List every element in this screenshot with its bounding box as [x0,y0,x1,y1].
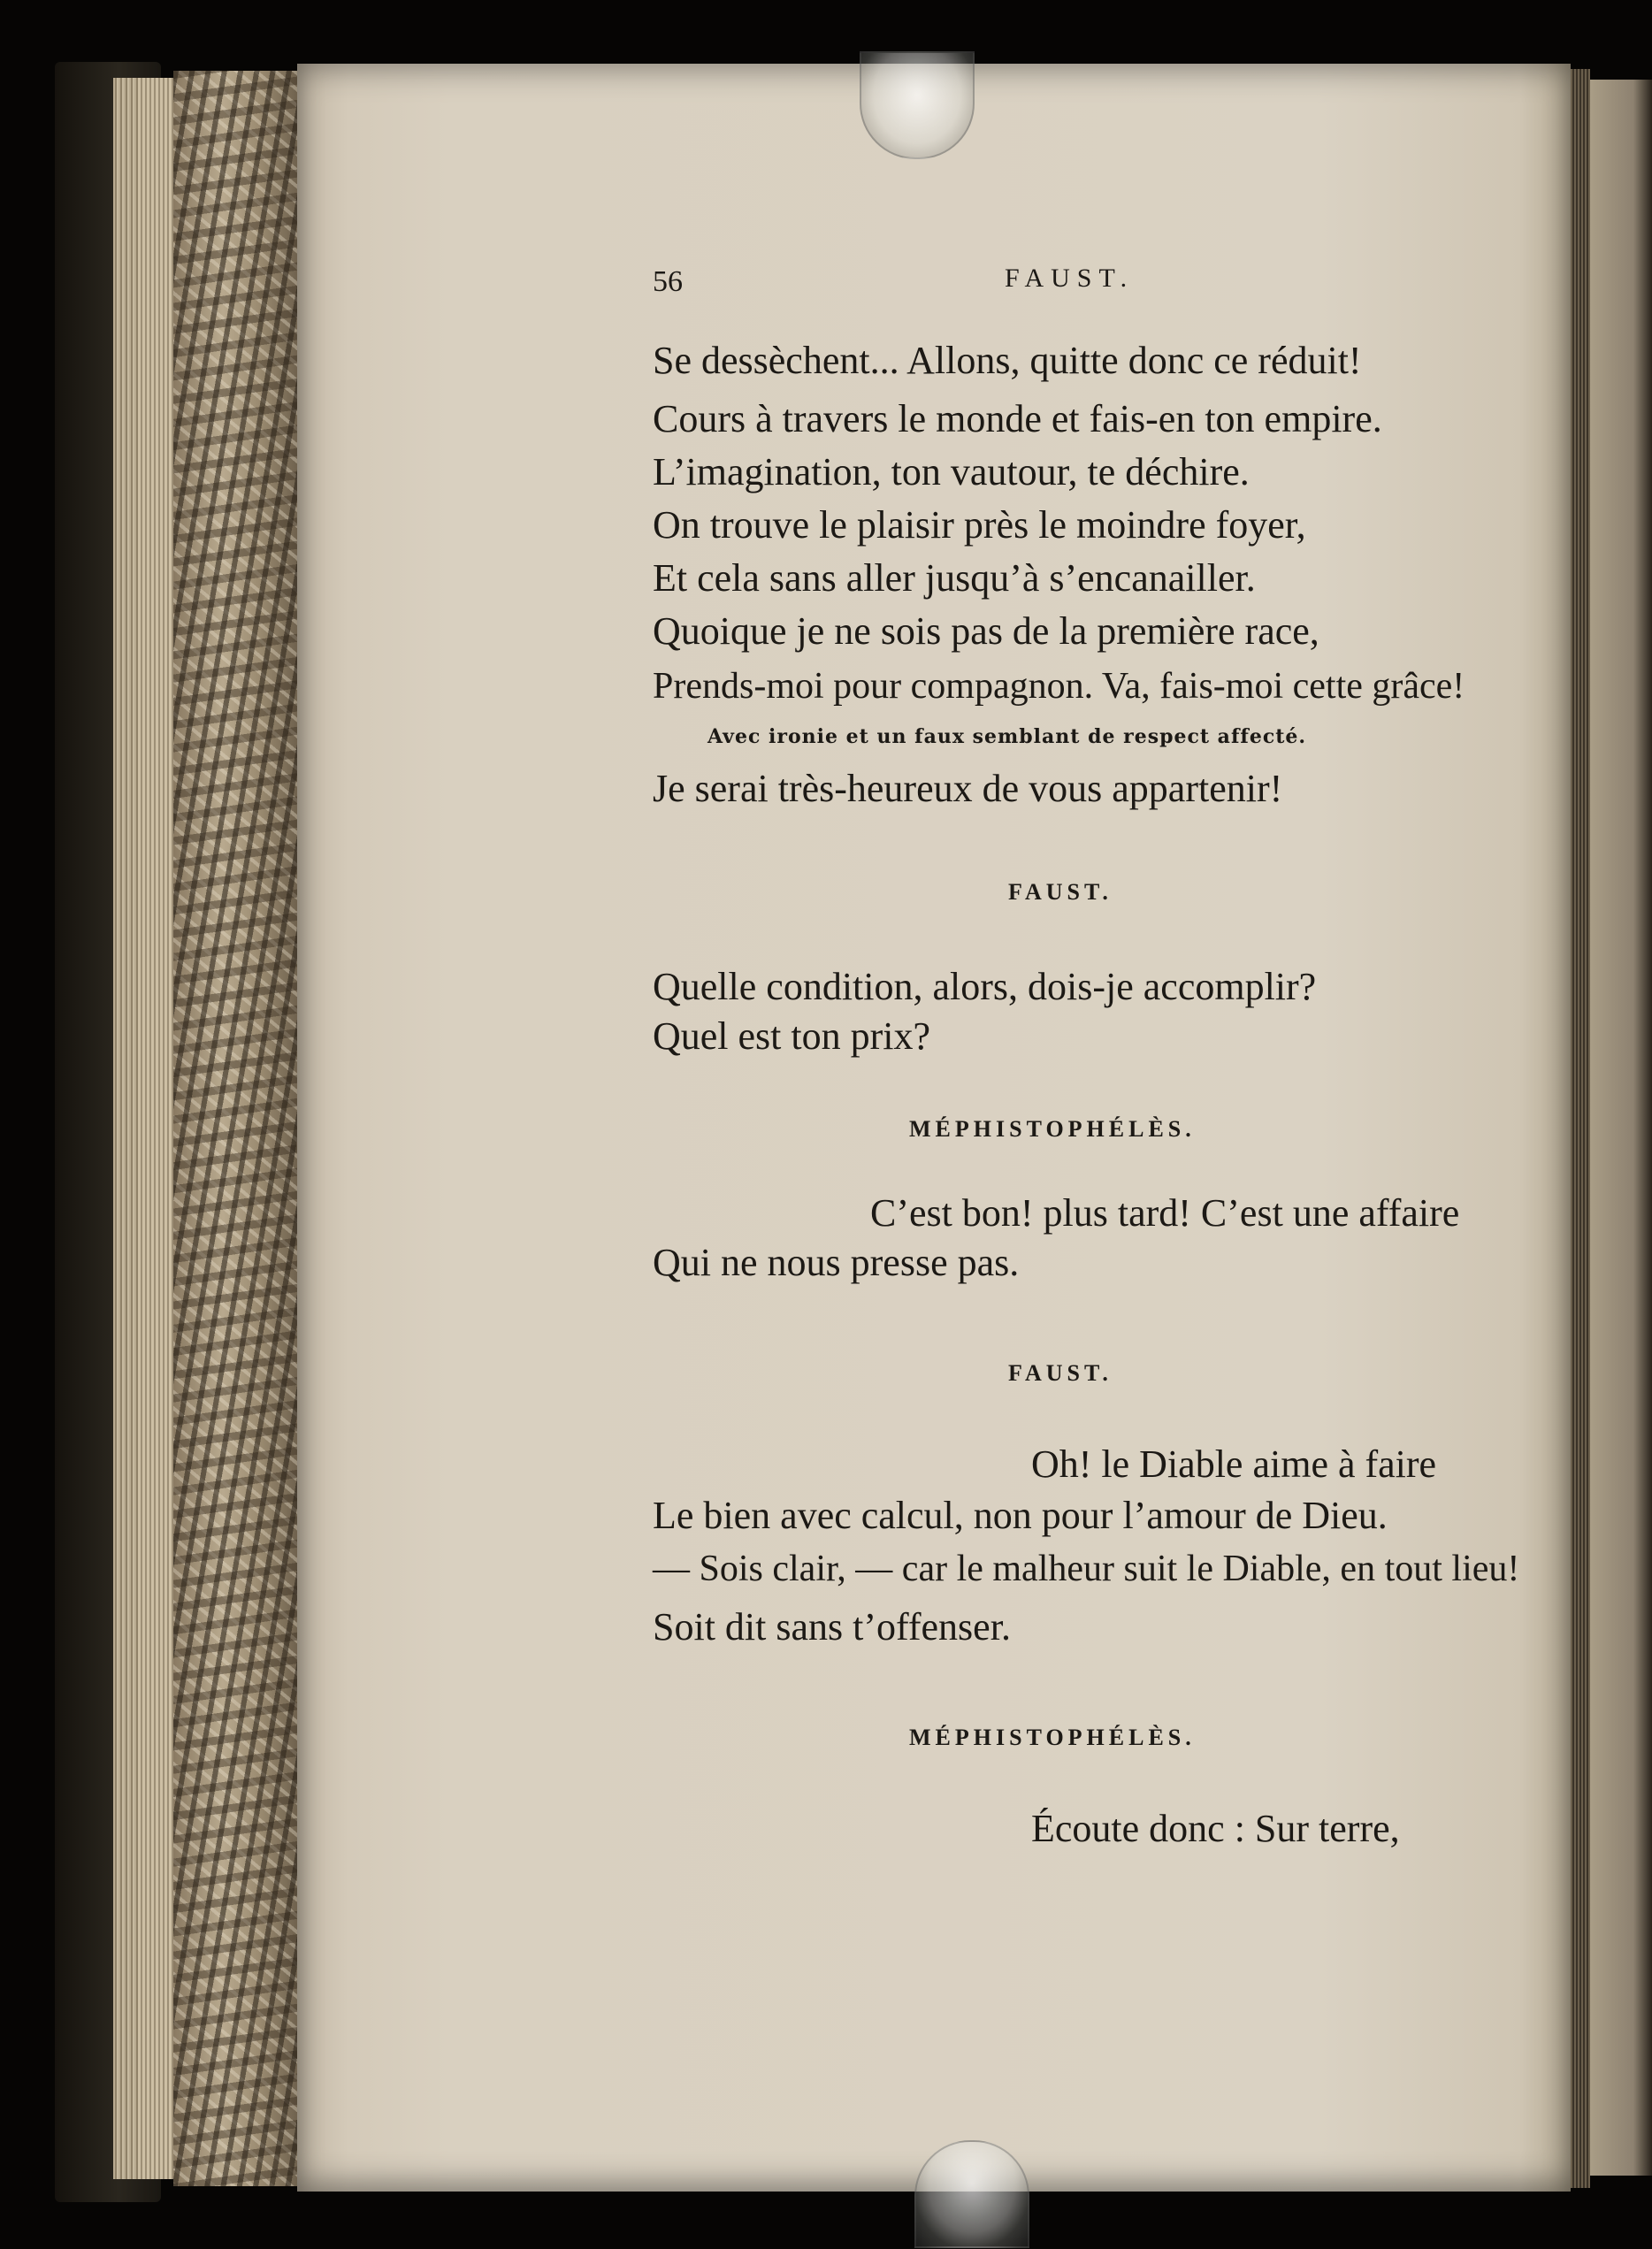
stage-direction: Avec ironie et un faux semblant de respect affecté. [707,725,1307,748]
running-title: FAUST. [1005,264,1135,293]
verse-line: Prends-moi pour compagnon. Va, fais-moi cette grâce! [653,666,1465,707]
speaker-name: MÉPHISTOPHÉLÈS. [909,1725,1196,1750]
verse-line: Oh! le Diable aime à faire [1031,1442,1437,1486]
verse-line: Quoique je ne sois pas de la première race, [653,609,1319,653]
verse-line: Quelle condition, alors, dois-je accomplir? [653,965,1317,1008]
verse-line: Quel est ton prix? [653,1014,931,1058]
verse-line: Qui ne nous presse pas. [653,1241,1020,1284]
speaker-name: MÉPHISTOPHÉLÈS. [909,1116,1196,1142]
verse-line: Soit dit sans t’offenser. [653,1605,1011,1649]
verse-line: Se dessèchent... Allons, quitte donc ce réduit! [653,339,1362,382]
page-number: 56 [653,265,683,298]
verse-line: L’imagination, ton vautour, te déchire. [653,450,1250,493]
verse-line: Écoute donc : Sur terre, [1031,1807,1400,1850]
verse-line: Et cela sans aller jusqu’à s’encanailler. [653,556,1256,600]
verse-line: Cours à travers le monde et fais-en ton empire. [653,397,1382,440]
verse-line: On trouve le plaisir près le moindre foyer, [653,503,1306,547]
speaker-name: FAUST. [1008,879,1113,905]
verse-line: C’est bon! plus tard! C’est une affaire [870,1191,1460,1235]
verse-line: Le bien avec calcul, non pour l’amour de Dieu. [653,1494,1388,1537]
verse-line: — Sois clair, — car le malheur suit le Diable, en tout lieu! [653,1549,1520,1589]
verse-line: Je serai très-heureux de vous appartenir! [653,767,1283,810]
speaker-name: FAUST. [1008,1360,1113,1386]
